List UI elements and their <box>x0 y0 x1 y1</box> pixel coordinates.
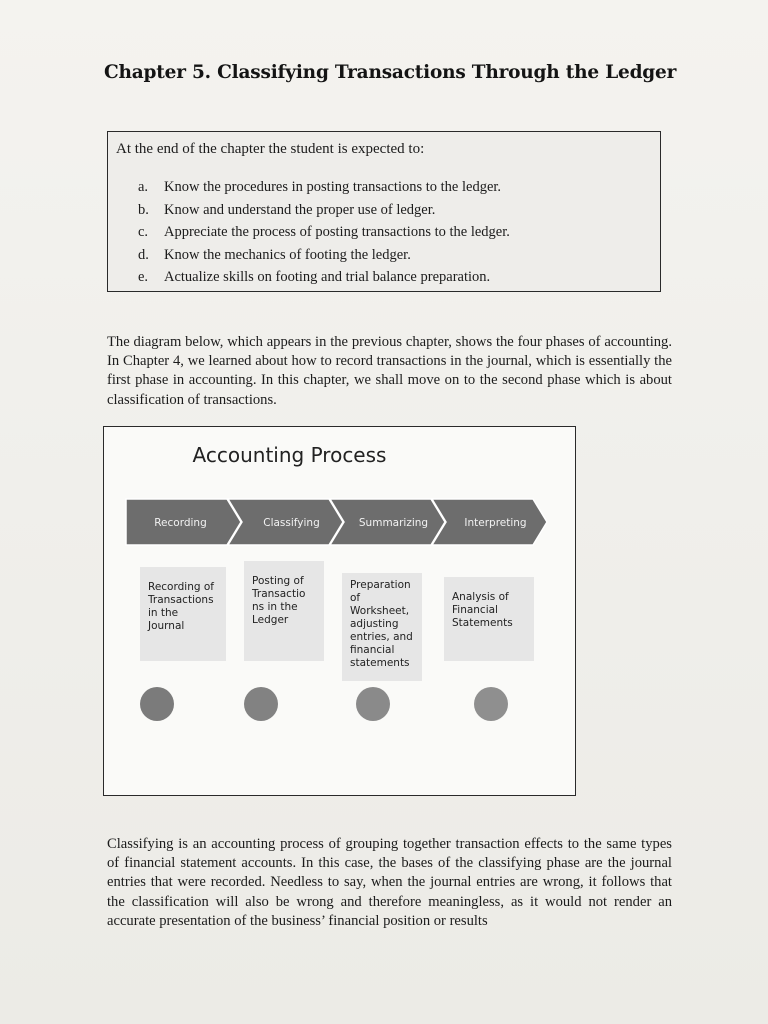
objective-text: Appreciate the process of posting transactions to the ledger. <box>164 224 510 240</box>
phase-description-line: Recording of <box>148 581 214 593</box>
phase-description-line: Worksheet, <box>350 605 410 617</box>
phase-description-line: Financial <box>452 604 498 616</box>
phase-description-line: statements <box>350 657 410 669</box>
arrow-label-summarizing: Summarizing <box>358 517 429 529</box>
phase-circle <box>356 687 390 721</box>
phase-description-line: Posting of <box>252 575 304 587</box>
objectives-intro: At the end of the chapter the student is expected to: <box>116 141 425 157</box>
phase-circle <box>140 687 174 721</box>
objective-item <box>138 176 510 199</box>
objective-text: Know and understand the proper use of ledger. <box>164 201 436 218</box>
objectives-box <box>107 131 661 292</box>
objective-marker: d. <box>138 246 149 263</box>
phase-arrow-interpreting <box>432 499 547 545</box>
phase-box-interpreting <box>444 577 534 661</box>
objective-item <box>138 199 510 222</box>
objective-text: Actualize skills on footing and trial balance preparation. <box>164 269 491 285</box>
phase-arrow-recording <box>126 499 241 545</box>
phase-description-line: Journal <box>148 620 185 632</box>
objective-marker: c. <box>138 224 149 240</box>
objective-item <box>138 266 510 289</box>
phase-description-line: Ledger <box>252 614 289 626</box>
objective-marker: a. <box>138 179 149 195</box>
diagram-title: Accounting Process <box>192 443 387 467</box>
objective-marker: e. <box>138 269 149 285</box>
phase-description-line: of <box>350 592 361 604</box>
phase-description-line: Analysis of <box>452 591 509 603</box>
phase-arrow-summarizing <box>330 499 445 545</box>
objective-item <box>138 244 510 267</box>
arrow-label-classifying: Classifying <box>263 517 320 529</box>
phase-box-summarizing <box>342 573 422 681</box>
objective-text: Know the procedures in posting transactions to the ledger. <box>164 179 502 195</box>
phase-circle <box>244 687 278 721</box>
phase-description-line: Transactions <box>148 594 214 606</box>
objective-marker: b. <box>138 201 149 218</box>
intro-paragraph: The diagram below, which appears in the previous chapter, shows the four phases of accounting. In Chapter 4, we learned about how to record transactions in the journal, which is essentially the first phase in accounting. In this chapter, we shall move on to the second phase which is about classification of transactions. <box>107 334 672 408</box>
phase-description-line: entries, and <box>350 631 413 643</box>
phase-description-line: in the <box>148 607 179 619</box>
phase-description-line: Statements <box>452 617 513 629</box>
objective-text: Know the mechanics of footing the ledger. <box>164 246 411 263</box>
objective-item <box>138 221 510 244</box>
phase-box-recording <box>140 567 226 661</box>
phase-box-classifying <box>244 561 324 661</box>
phase-description-line: ns in the <box>252 601 298 613</box>
phase-description-line: Transactio <box>252 588 306 600</box>
arrow-label-recording: Recording <box>154 517 207 529</box>
phase-circle <box>474 687 508 721</box>
accounting-process-figure <box>103 426 576 796</box>
phase-description-line: adjusting <box>350 618 399 630</box>
phase-description-line: financial <box>350 644 395 656</box>
phase-description-line: Preparation <box>350 579 411 591</box>
phase-arrow-classifying <box>228 499 343 545</box>
classifying-paragraph: Classifying is an accounting process of grouping together transaction effects to the same types of financial statement accounts. In this case, the bases of the classifying phase are the journal entries that were recorded. Needless to say, when the journal entries are wrong, it follows that the classification will also be wrong and therefore meaningless, as it would not render an accurate presentation of the business’ financial position or results <box>107 836 672 929</box>
chapter-title: Chapter 5. Classifying Transactions Through the Ledger <box>104 62 677 83</box>
arrow-label-interpreting: Interpreting <box>464 517 527 529</box>
objectives-list <box>138 176 510 289</box>
